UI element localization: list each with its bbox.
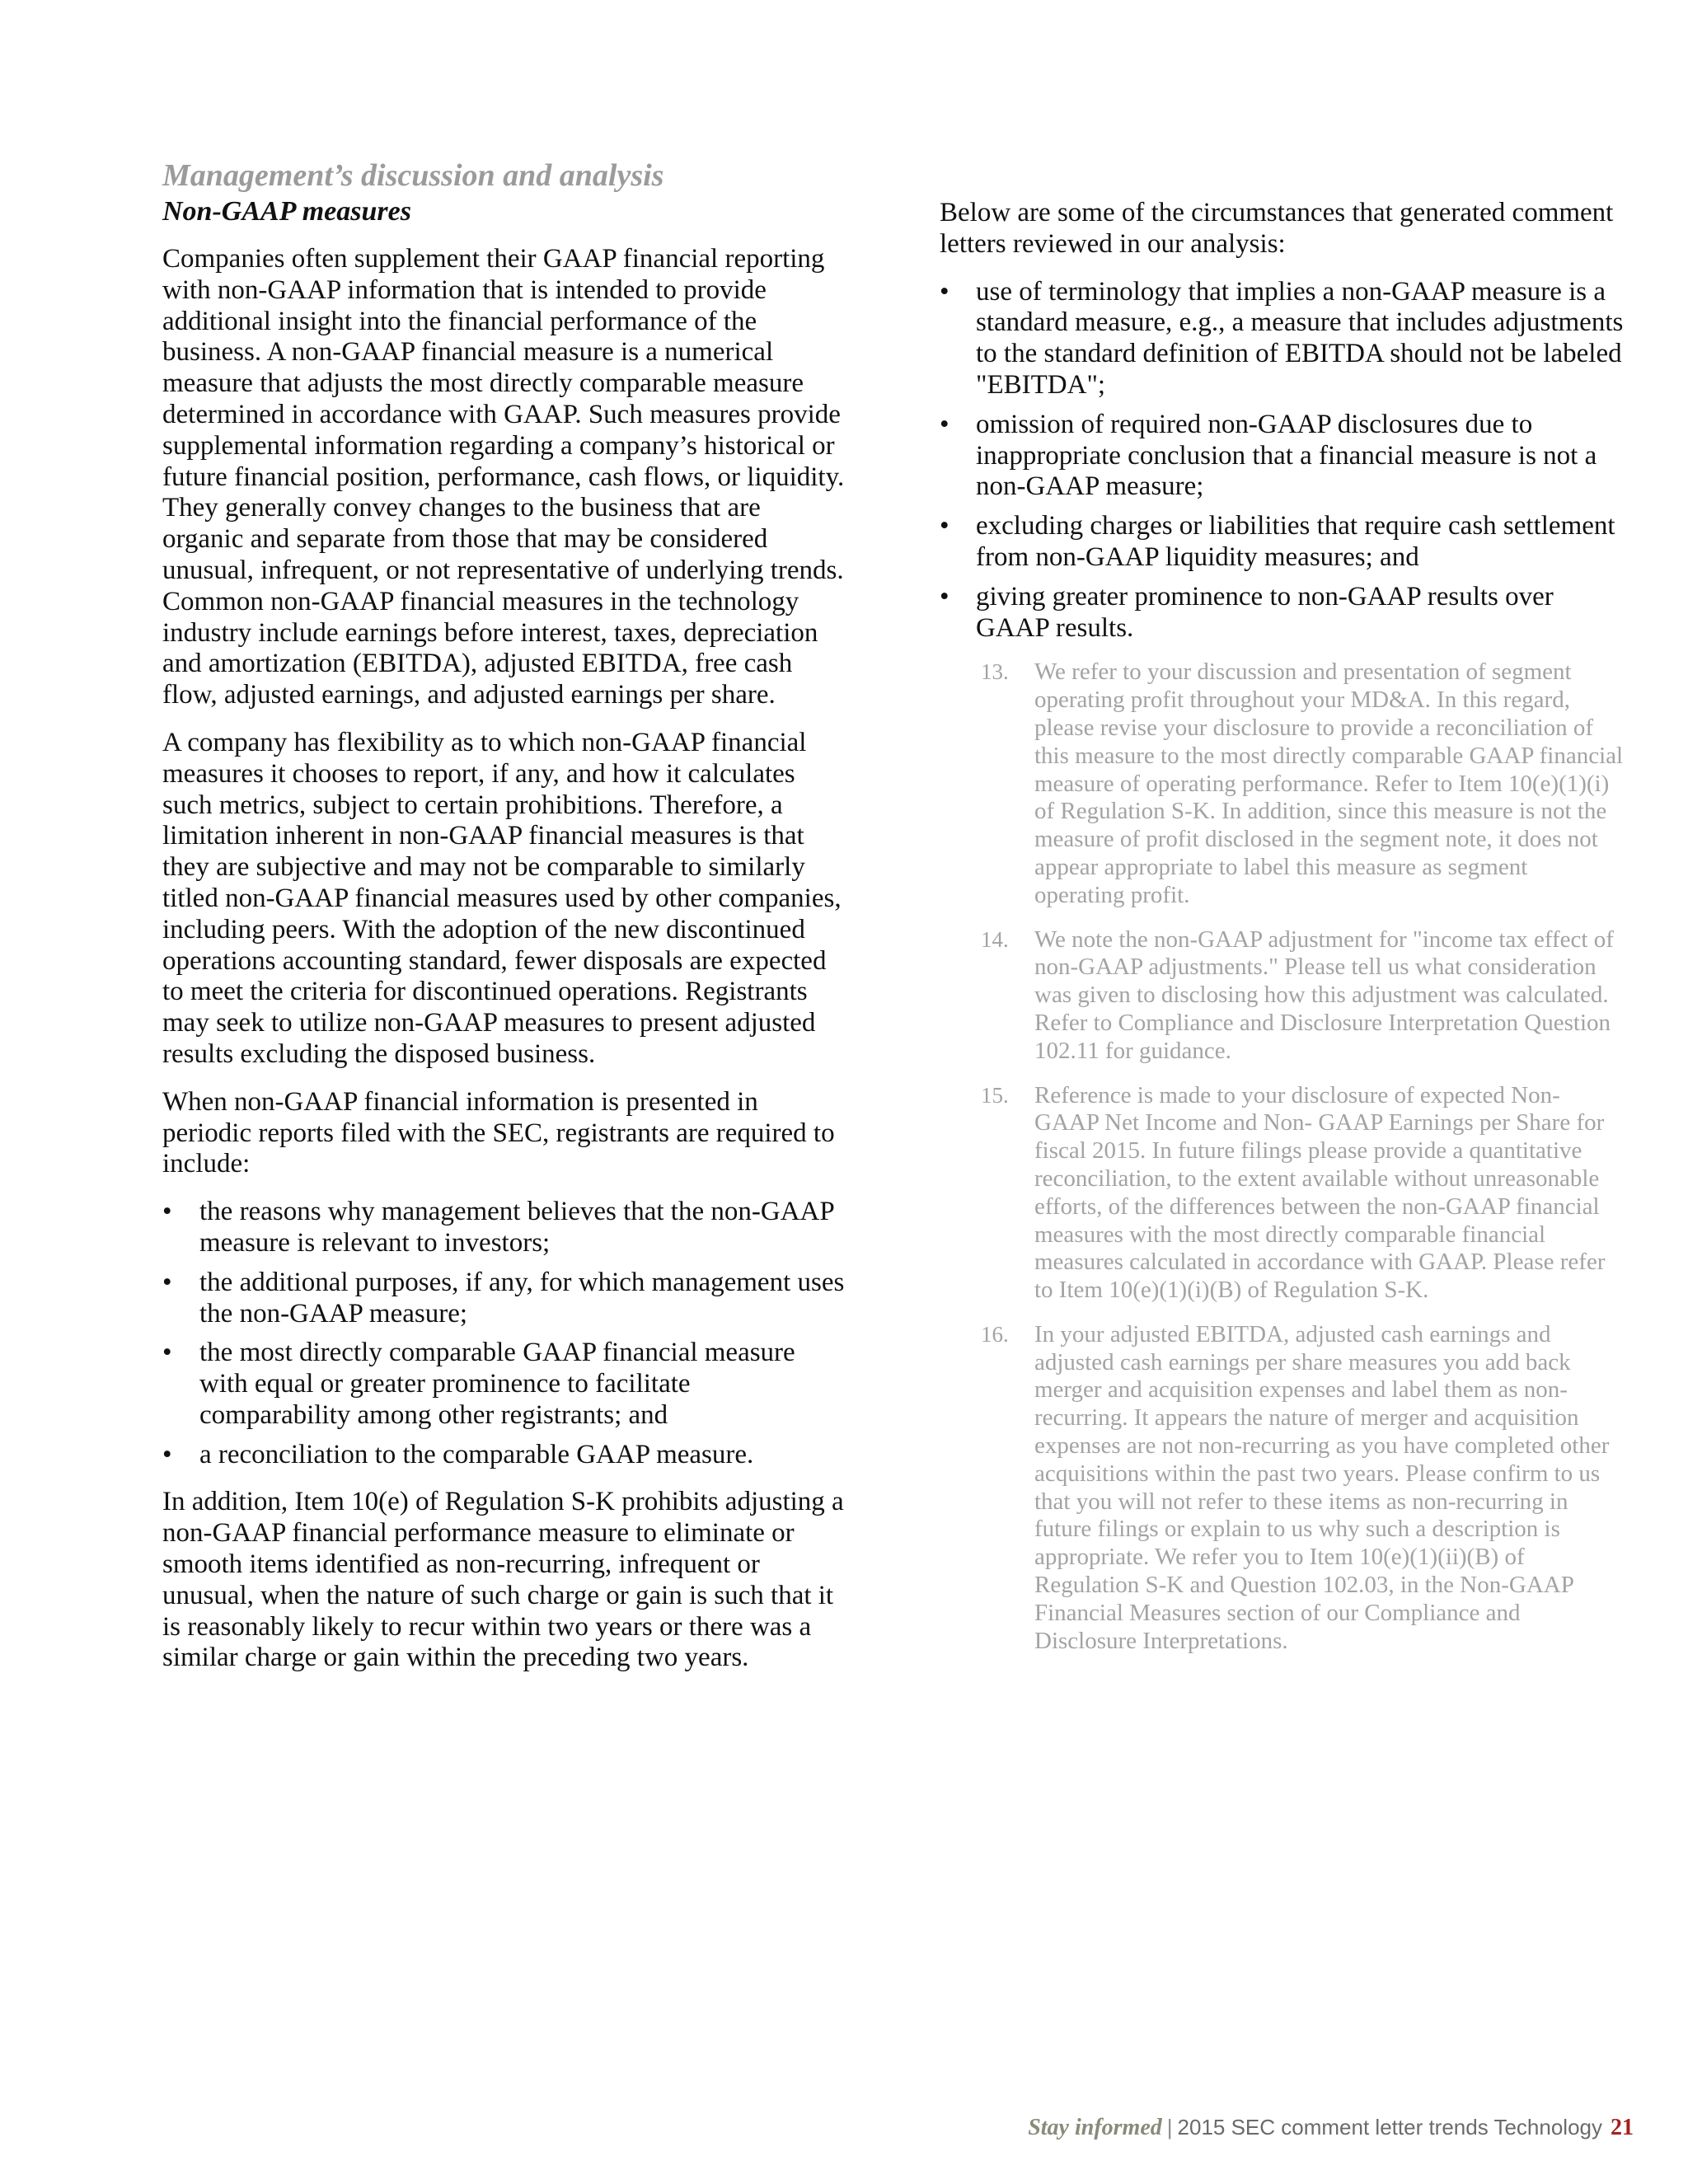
example-text: We refer to your discussion and presentation of segment operating profit throughout your MD&A. In this regard, please revise your disclosure to provide a reconciliation of this measure to the most directly comparable GAAP financial measure of operating performance. Refer to Item 10(e)(1)(i) of Regulation S-K. In addition, since this measure is not the measure of profit disclosed in the segment note, it does not appear appropriate to label this measure as segment operating profit. [1034, 658, 1624, 908]
example-text: We note the non-GAAP adjustment for "income tax effect of non-GAAP adjustments." Please tell us what consideration was given to disclosing how this adjustment was calculated. Refer to Compliance and Disclosure Interpretation Question 102.11 for guidance. [1034, 926, 1614, 1064]
paragraph-flexibility: A company has flexibility as to which non-GAAP financial measures it chooses to report, if any, and how it calculates such metrics, subject to certain prohibitions. Therefore, a limitation inherent in non-GAAP financial measures is that they are subjective and may not be comparable to similarly titled non-GAAP financial measures used by other companies, including peers. With the adoption of the new discontinued operations accounting standard, fewer disposals are expected to meet the criteria for discontinued operations. Registrants may seek to utilize non-GAAP measures to present adjusted results excluding the disposed business. [162, 727, 842, 1069]
footer-stay-informed: Stay informed [1028, 2115, 1162, 2140]
list-item-text: giving greater prominence to non-GAAP results over GAAP results. [976, 581, 1554, 643]
example-number: 15. [981, 1082, 1009, 1108]
list-item-text: the most directly comparable GAAP financial measure with equal or greater prominence to facilitate comparability among other registrants; and [199, 1338, 795, 1430]
list-item-text: a reconciliation to the comparable GAAP measure. [199, 1439, 754, 1469]
example-number: 14. [981, 926, 1009, 952]
paragraph-intro: Companies often supplement their GAAP financial reporting with non-GAAP information that is intended to provide additional insight into the financial performance of the business. A non-GAAP financial measure is a numerical measure that adjusts the most directly comparable measure determined in accordance with GAAP. Such measures provide supplemental information regarding a company’s historical or future financial position, performance, cash flows, or liquidity. They generally convey changes to the business that are organic and separate from those that may be considered unusual, infrequent, or not representative of underlying trends. Common non-GAAP financial measures in the technology industry include earnings before interest, taxes, depreciation and amortization (EBITDA), adjusted EBITDA, free cash flow, adjusted earnings, and adjusted earnings per share. [162, 244, 845, 710]
list-item [940, 410, 1624, 503]
list-item-text: the additional purposes, if any, for which management uses the non-GAAP measure; [199, 1267, 845, 1329]
bullet-icon: • [940, 511, 950, 541]
list-item-text: omission of required non-GAAP disclosures due to inappropriate conclusion that a financial measure is not a non-GAAP measure; [976, 409, 1597, 502]
left-column [162, 157, 846, 1690]
paragraph-item-10e: In addition, Item 10(e) of Regulation S-K prohibits adjusting a non-GAAP financial performance measure to eliminate or smooth items identified as non-recurring, infrequent or unusual, when the nature of such charge or gain is such that it is reasonably likely to recur within two years or there was a similar charge or gain within the preceding two years. [162, 1487, 844, 1673]
right-column [940, 198, 1624, 1671]
list-item-text: use of terminology that implies a non-GAAP measure is a standard measure, e.g., a measure that includes adjustments to the standard definition of EBITDA should not be labeled "EBITDA"; [976, 276, 1624, 400]
example-item [940, 926, 1624, 1066]
list-item [162, 1197, 846, 1259]
example-number: 13. [981, 659, 1009, 685]
list-item-text: the reasons why management believes that the non-GAAP measure is relevant to investors; [199, 1197, 834, 1258]
list-item [162, 1440, 846, 1471]
example-number: 16. [981, 1321, 1009, 1347]
list-item [940, 511, 1624, 574]
bullet-icon: • [162, 1267, 172, 1297]
bullet-icon: • [940, 276, 950, 307]
list-item [940, 277, 1624, 401]
list-item [162, 1268, 846, 1330]
comment-letter-examples [940, 658, 1624, 1655]
page-footer [1028, 2114, 1634, 2141]
example-item [940, 1082, 1624, 1305]
paragraph-circumstances: Below are some of the circumstances that generated comment letters reviewed in our analysis: [940, 198, 1614, 259]
list-item-text: excluding charges or liabilities that require cash settlement from non-GAAP liquidity measures; and [976, 511, 1615, 572]
bullet-icon: • [162, 1338, 172, 1368]
footer-separator: | [1166, 2115, 1173, 2139]
list-item [162, 1338, 846, 1431]
example-item [940, 658, 1624, 909]
list-item [940, 582, 1624, 644]
circumstances-list [940, 277, 1624, 644]
bullet-icon: • [940, 581, 950, 612]
example-text: Reference is made to your disclosure of expected Non-GAAP Net Income and Non- GAAP Earnings per Share for fiscal 2015. In future filings please provide a quantitative reconciliation, to the extent available without unreasonable efforts, of the differences between the non-GAAP financial measures with the most directly comparable financial measures calculated in accordance with GAAP. Please refer to Item 10(e)(1)(i)(B) of Regulation S-K. [1034, 1081, 1606, 1304]
paragraph-requirements: When non-GAAP financial information is presented in periodic reports filed with the SEC, registrants are required to include: [162, 1086, 835, 1179]
bullet-icon: • [940, 409, 950, 439]
example-text: In your adjusted EBITDA, adjusted cash earnings and adjusted cash earnings per share measures you add back merger and acquisition expenses and label them as non-recurring. It appears the nature of merger and acquisition expenses are not non-recurring as you have completed other acquisitions within the past two years. Please confirm to us that you will not refer to these items as non-recurring in future filings or explain to us why such a description is appropriate. We refer you to Item 10(e)(1)(ii)(B) of Regulation S-K and Question 102.03, in the Non-GAAP Financial Measures section of our Compliance and Disclosure Interpretations. [1034, 1320, 1610, 1654]
requirements-list [162, 1197, 846, 1470]
section-title: Management’s discussion and analysis [162, 158, 664, 193]
page-number: 21 [1611, 2115, 1634, 2140]
bullet-icon: • [162, 1197, 172, 1227]
footer-publication-title: 2015 SEC comment letter trends Technology [1177, 2115, 1602, 2139]
bullet-icon: • [162, 1439, 172, 1469]
example-item [940, 1321, 1624, 1656]
subsection-title: Non-GAAP measures [162, 196, 411, 227]
